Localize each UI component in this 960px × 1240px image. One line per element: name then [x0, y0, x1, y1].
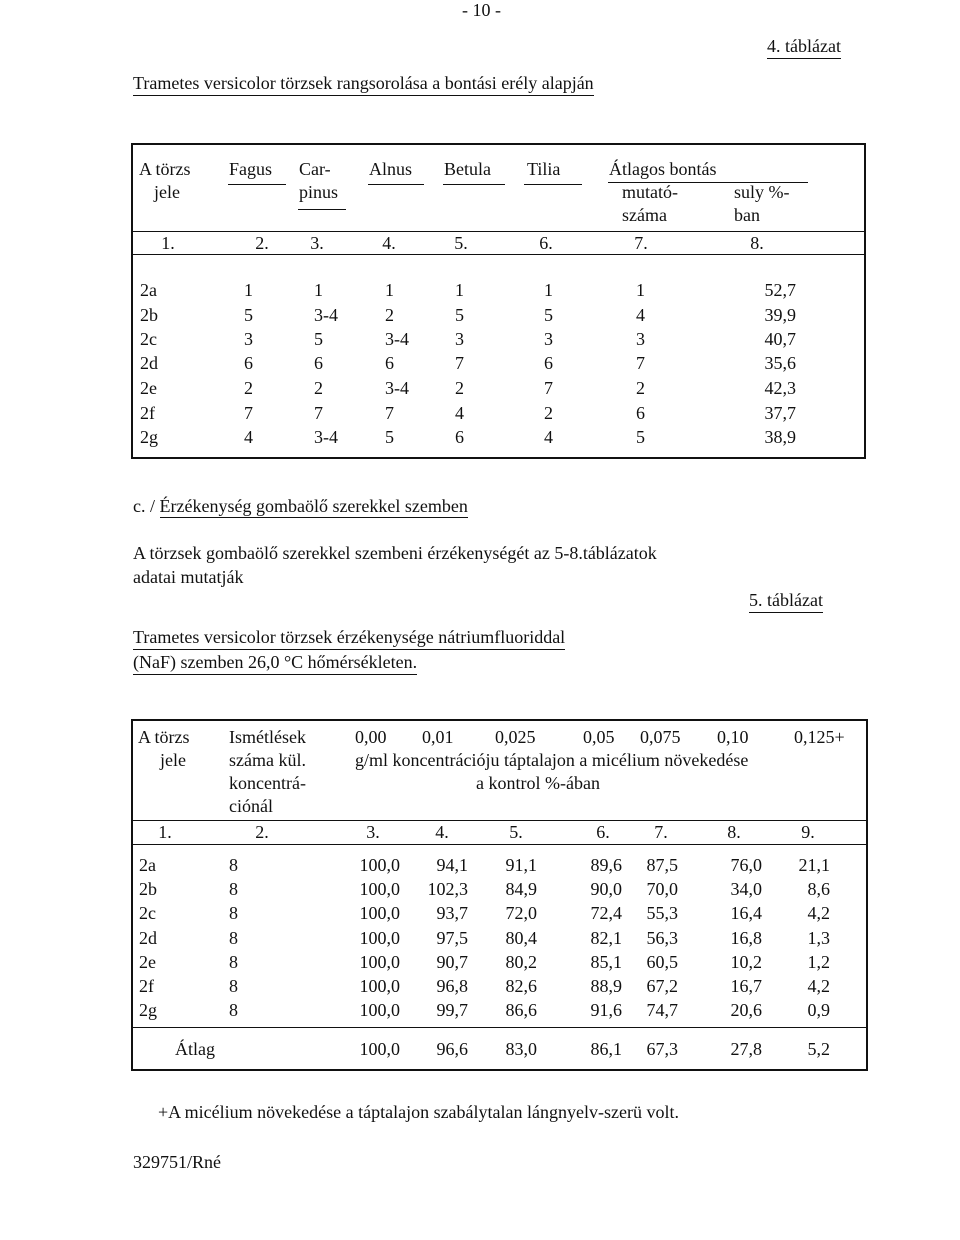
t4-header-fagus: Fagus — [229, 159, 273, 179]
t5-header-conc: 0,125+ — [794, 727, 845, 747]
t5-avg-cell: 96,6 — [436, 1039, 468, 1059]
t4-cell: 39,9 — [764, 305, 796, 325]
t5-row-repeats: 8 — [229, 928, 238, 948]
t4-cell: 1 — [544, 280, 553, 300]
t4-cell: 3-4 — [314, 305, 338, 325]
t5-cell: 67,2 — [646, 976, 678, 996]
t4-cell: 6 — [636, 403, 645, 423]
t5-header-conc: 0,075 — [640, 727, 681, 747]
t5-cell: 97,5 — [436, 928, 468, 948]
t5-cell: 82,1 — [590, 928, 622, 948]
t4-cell: 2 — [385, 305, 394, 325]
t5-cell: 10,2 — [730, 952, 762, 972]
t5-cell: 87,5 — [646, 855, 678, 875]
t5-cell: 1,2 — [807, 952, 830, 972]
t4-cell: 4 — [455, 403, 464, 423]
t4-cell: 38,9 — [764, 427, 796, 447]
t5-cell: 100,0 — [359, 879, 400, 899]
t5-cell: 100,0 — [359, 928, 400, 948]
t5-cell: 8,6 — [807, 879, 830, 899]
t5-cell: 94,1 — [436, 855, 468, 875]
t4-header-suly-2: ban — [734, 205, 760, 225]
table5-title-2: (NaF) szemben 26,0 °C hőmérsékleten. — [133, 652, 417, 675]
t4-colnum: 3. — [310, 233, 324, 253]
t4-row-strain: 2c — [140, 329, 157, 349]
t5-avg-cell: 83,0 — [505, 1039, 537, 1059]
t5-colnum: 4. — [435, 822, 449, 842]
t4-cell: 7 — [455, 353, 464, 373]
section-paragraph-2: adatai mutatják — [133, 567, 244, 587]
t5-cell: 74,7 — [646, 1000, 678, 1020]
t5-row-repeats: 8 — [229, 879, 238, 899]
t5-colnum: 3. — [366, 822, 380, 842]
t5-cell: 100,0 — [359, 903, 400, 923]
t5-cell: 102,3 — [427, 879, 468, 899]
t5-cell: 93,7 — [436, 903, 468, 923]
t4-row-strain: 2b — [140, 305, 158, 325]
t5-cell: 86,6 — [505, 1000, 537, 1020]
t5-cell: 55,3 — [646, 903, 678, 923]
t4-header-carpinus-2: pinus — [299, 182, 339, 202]
t5-row-repeats: 8 — [229, 903, 238, 923]
section-heading — [133, 496, 468, 517]
t5-avg-cell: 5,2 — [807, 1039, 830, 1059]
t4-cell: 3 — [636, 329, 645, 349]
t5-avg-cell: 27,8 — [730, 1039, 762, 1059]
t4-cell: 1 — [314, 280, 323, 300]
table4-title: Trametes versicolor törzsek rangsorolása a bontási erély alapján — [133, 73, 594, 96]
t5-header-repeats-2: száma kül. — [229, 750, 306, 770]
t5-cell: 100,0 — [359, 1000, 400, 1020]
t4-colnum: 4. — [382, 233, 396, 253]
document-code: 329751/Rné — [133, 1152, 221, 1172]
t4-colnum: 7. — [634, 233, 648, 253]
t5-cell: 4,2 — [807, 903, 830, 923]
t4-row-strain: 2f — [140, 403, 155, 423]
t4-cell: 2 — [455, 378, 464, 398]
t5-cell: 80,2 — [505, 952, 537, 972]
t4-cell: 1 — [455, 280, 464, 300]
t4-cell: 1 — [244, 280, 253, 300]
section-heading-prefix: c. / — [133, 496, 160, 516]
t5-header-conc: 0,05 — [583, 727, 615, 747]
table5-label: 5. táblázat — [749, 590, 823, 613]
table4-label: 4. táblázat — [767, 36, 841, 59]
t5-cell: 34,0 — [730, 879, 762, 899]
t4-cell: 4 — [636, 305, 645, 325]
t4-header-avg: Átlagos bontás — [609, 159, 717, 179]
t5-cell: 96,8 — [436, 976, 468, 996]
t5-colnum: 5. — [509, 822, 523, 842]
t4-cell: 7 — [244, 403, 253, 423]
t4-header-strain: A törzs — [139, 159, 191, 179]
t4-cell: 2 — [244, 378, 253, 398]
t5-row-strain: 2e — [139, 952, 156, 972]
t4-row-strain: 2e — [140, 378, 157, 398]
t4-cell: 7 — [385, 403, 394, 423]
t4-cell: 3-4 — [385, 378, 409, 398]
t5-cell: 91,1 — [505, 855, 537, 875]
t4-cell: 6 — [385, 353, 394, 373]
t5-colnum: 1. — [158, 822, 172, 842]
t5-header-repeats-3: koncentrá- — [229, 773, 306, 793]
t5-cell: 72,4 — [590, 903, 622, 923]
t4-header-mutato-2: száma — [622, 205, 667, 225]
t5-colnum: 7. — [654, 822, 668, 842]
t5-cell: 88,9 — [590, 976, 622, 996]
t5-colnum: 8. — [727, 822, 741, 842]
t4-cell: 2 — [636, 378, 645, 398]
t4-cell: 6 — [455, 427, 464, 447]
t5-cell: 89,6 — [590, 855, 622, 875]
t4-colnum: 5. — [454, 233, 468, 253]
t5-colnum: 6. — [596, 822, 610, 842]
t4-header-alnus: Alnus — [369, 159, 413, 179]
t4-cell: 4 — [244, 427, 253, 447]
t5-avg-cell: 86,1 — [590, 1039, 622, 1059]
t5-row-strain: 2c — [139, 903, 156, 923]
t4-header-mutato: mutató- — [622, 182, 678, 202]
section-heading-text: Érzékenység gombaölő szerekkel szemben — [159, 496, 468, 516]
t5-header-repeats-4: ciónál — [229, 796, 273, 816]
t5-cell: 91,6 — [590, 1000, 622, 1020]
t4-cell: 42,3 — [764, 378, 796, 398]
t5-cell: 4,2 — [807, 976, 830, 996]
t5-header-conc: 0,10 — [717, 727, 749, 747]
t4-cell: 7 — [544, 378, 553, 398]
t5-cell: 100,0 — [359, 952, 400, 972]
t5-row-strain: 2a — [139, 855, 156, 875]
section-paragraph-1: A törzsek gombaölő szerekkel szembeni érzékenységét az 5-8.táblázatok — [133, 543, 657, 563]
t5-cell: 56,3 — [646, 928, 678, 948]
t5-cell: 100,0 — [359, 976, 400, 996]
t4-cell: 7 — [636, 353, 645, 373]
t5-cell: 16,7 — [730, 976, 762, 996]
t4-cell: 3 — [544, 329, 553, 349]
t5-cell: 76,0 — [730, 855, 762, 875]
t5-cell: 16,8 — [730, 928, 762, 948]
t4-cell: 5 — [385, 427, 394, 447]
page-number: - 10 - — [462, 0, 501, 20]
t5-cell: 1,3 — [807, 928, 830, 948]
t4-colnum: 6. — [539, 233, 553, 253]
t4-header-carpinus: Car- — [299, 159, 331, 179]
t5-cell: 72,0 — [505, 903, 537, 923]
t5-header-repeats: Ismétlések — [229, 727, 306, 747]
footnote-text: +A micélium növekedése a táptalajon szabálytalan lángnyelv-szerü volt. — [158, 1102, 679, 1122]
t5-row-strain: 2b — [139, 879, 157, 899]
t4-cell: 5 — [244, 305, 253, 325]
t4-cell: 1 — [385, 280, 394, 300]
t4-header-strain-2: jele — [154, 182, 180, 202]
t5-row-repeats: 8 — [229, 976, 238, 996]
t4-cell: 40,7 — [764, 329, 796, 349]
t4-cell: 5 — [544, 305, 553, 325]
t5-header-conc: 0,025 — [495, 727, 536, 747]
t4-cell: 3-4 — [314, 427, 338, 447]
t4-colnum: 8. — [750, 233, 764, 253]
t4-cell: 1 — [636, 280, 645, 300]
t5-row-strain: 2g — [139, 1000, 157, 1020]
t4-cell: 3-4 — [385, 329, 409, 349]
t4-cell: 5 — [314, 329, 323, 349]
t4-row-strain: 2a — [140, 280, 157, 300]
t5-row-repeats: 8 — [229, 855, 238, 875]
t4-cell: 52,7 — [764, 280, 796, 300]
t5-cell: 80,4 — [505, 928, 537, 948]
t5-row-strain: 2d — [139, 928, 157, 948]
t4-cell: 3 — [455, 329, 464, 349]
t4-cell: 37,7 — [764, 403, 796, 423]
t4-colnum: 2. — [255, 233, 269, 253]
t5-cell: 100,0 — [359, 855, 400, 875]
t5-row-repeats: 8 — [229, 952, 238, 972]
t5-cell: 84,9 — [505, 879, 537, 899]
t5-header-conc: 0,01 — [422, 727, 454, 747]
t5-header-subtitle-2: a kontrol %-ában — [476, 773, 600, 793]
t5-header-strain: A törzs — [138, 727, 190, 747]
t4-colnum: 1. — [161, 233, 175, 253]
t5-avg-label: Átlag — [175, 1039, 215, 1059]
t5-cell: 21,1 — [798, 855, 830, 875]
t5-cell: 99,7 — [436, 1000, 468, 1020]
t5-row-strain: 2f — [139, 976, 154, 996]
t5-cell: 16,4 — [730, 903, 762, 923]
t4-cell: 6 — [244, 353, 253, 373]
t4-cell: 2 — [544, 403, 553, 423]
footnote — [158, 1102, 679, 1123]
t4-header-suly: suly %- — [734, 182, 790, 202]
t5-cell: 82,6 — [505, 976, 537, 996]
t5-row-repeats: 8 — [229, 1000, 238, 1020]
t5-avg-cell: 100,0 — [359, 1039, 400, 1059]
t4-cell: 6 — [544, 353, 553, 373]
t4-row-strain: 2g — [140, 427, 158, 447]
t4-cell: 7 — [314, 403, 323, 423]
t5-cell: 90,7 — [436, 952, 468, 972]
t5-cell: 20,6 — [730, 1000, 762, 1020]
t5-header-strain-2: jele — [160, 750, 186, 770]
t5-header-conc: 0,00 — [355, 727, 387, 747]
t5-cell: 70,0 — [646, 879, 678, 899]
t4-cell: 3 — [244, 329, 253, 349]
t4-cell: 4 — [544, 427, 553, 447]
t4-cell: 5 — [636, 427, 645, 447]
t5-avg-cell: 67,3 — [646, 1039, 678, 1059]
t5-colnum: 2. — [255, 822, 269, 842]
t4-cell: 35,6 — [764, 353, 796, 373]
t4-header-betula: Betula — [444, 159, 491, 179]
t4-header-tilia: Tilia — [527, 159, 561, 179]
table5-title-1: Trametes versicolor törzsek érzékenysége nátriumfluoriddal — [133, 627, 565, 650]
t5-cell: 85,1 — [590, 952, 622, 972]
t4-row-strain: 2d — [140, 353, 158, 373]
t5-cell: 60,5 — [646, 952, 678, 972]
t4-cell: 2 — [314, 378, 323, 398]
t4-cell: 5 — [455, 305, 464, 325]
t4-cell: 6 — [314, 353, 323, 373]
t5-header-subtitle: g/ml koncentrációju táptalajon a micélium növekedése — [355, 750, 749, 770]
t5-cell: 0,9 — [807, 1000, 830, 1020]
t5-colnum: 9. — [801, 822, 815, 842]
t5-cell: 90,0 — [590, 879, 622, 899]
